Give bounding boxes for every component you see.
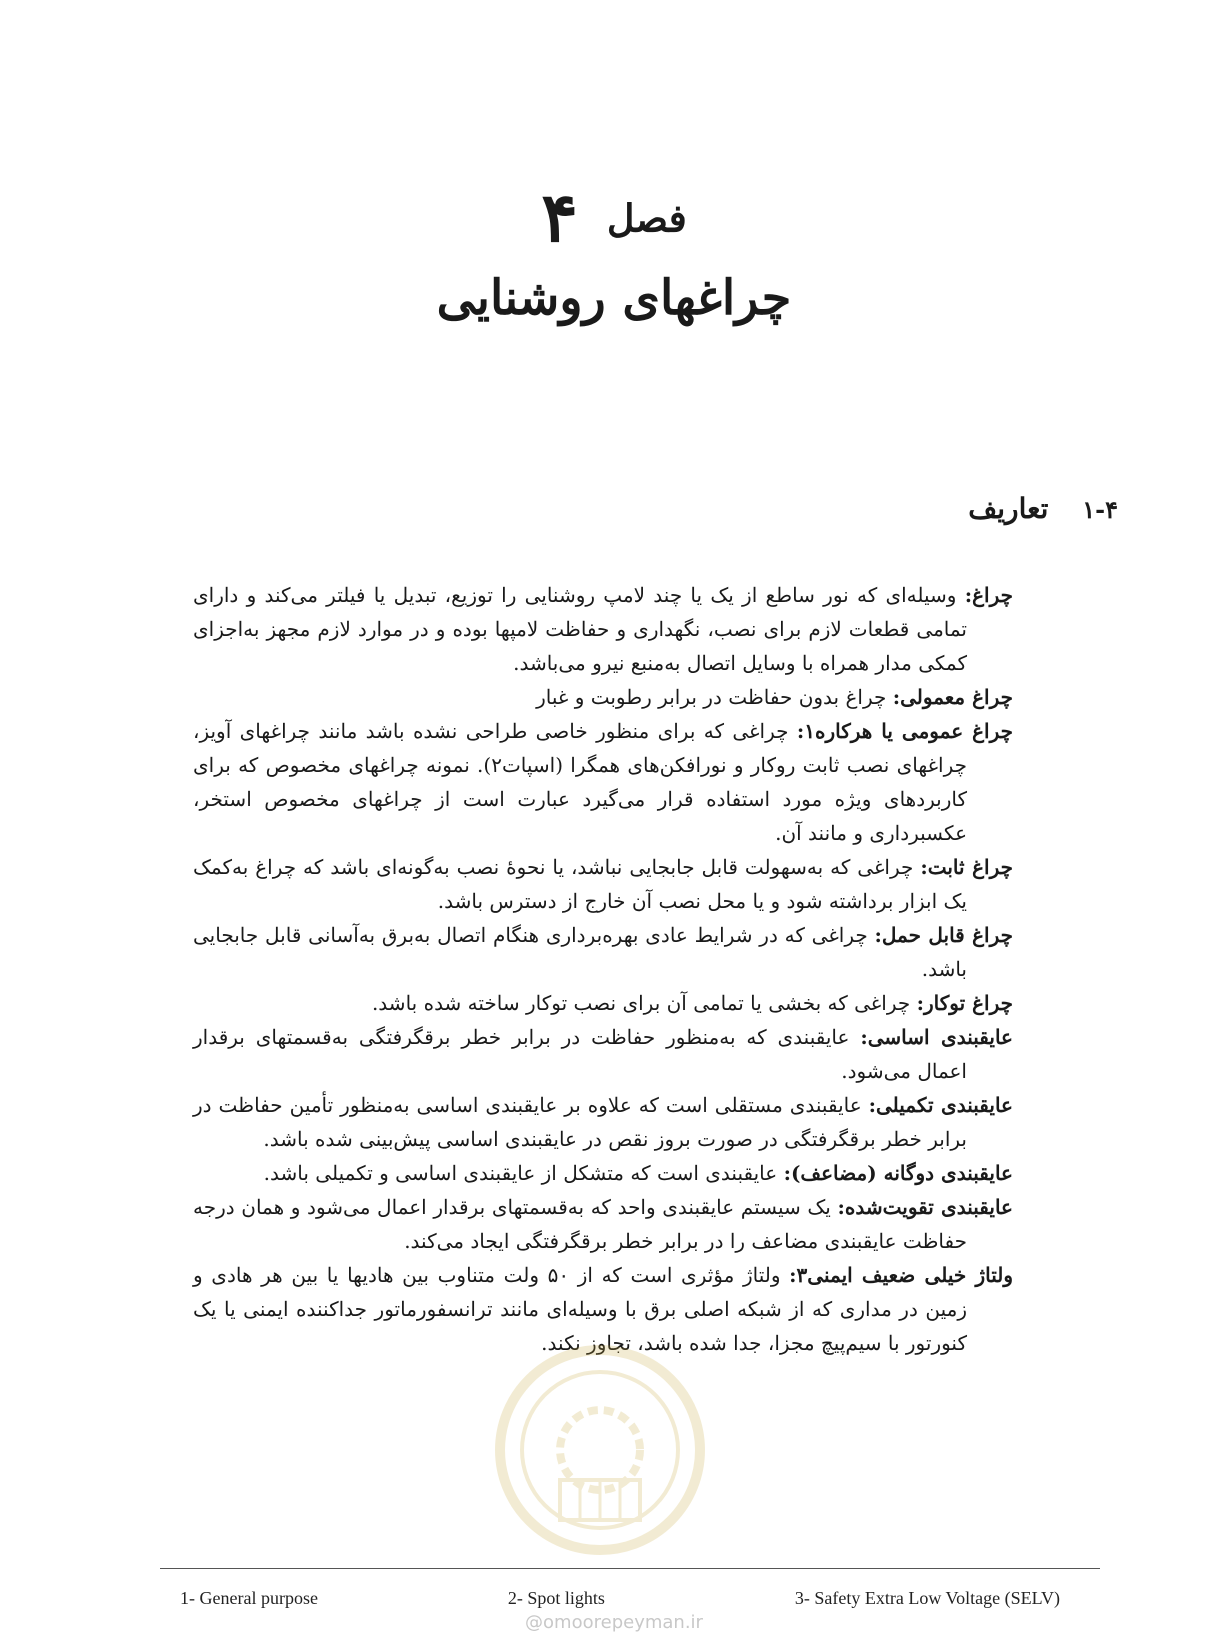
footnote-divider — [160, 1568, 1100, 1569]
chapter-number: ۴ — [541, 178, 578, 258]
section-number: ۱-۴ — [1082, 495, 1118, 524]
definition-item — [193, 1020, 1013, 1088]
definition-item — [193, 680, 1013, 714]
definition-term: چراغ معمولی: — [892, 685, 1013, 709]
definition-term: چراغ ثابت: — [920, 855, 1013, 879]
definition-text: چراغی که برای منظور خاصی طراحی نشده باشد مانند چراغهای آویز، چراغهای نصب ثابت روکار و نورافکن‌های همگرا (اسپات۲). نمونه چراغهای مخصوص که برای کاربردهای ویژه مورد استفاده قرار می‌گیرد عبارت است از چراغهای مخصوص استخر، عکسبرداری و مانند آن. — [193, 719, 967, 845]
definition-text: یک سیستم عایقبندی واحد که به‌قسمتهای برقدار اعمال می‌شود و همان درجه حفاظت عایقبندی مضاعف را در برابر خطر برقگرفتگی ایجاد می‌کند. — [193, 1195, 967, 1253]
definition-text: چراغی که در شرایط عادی بهره‌برداری هنگام اتصال به‌برق به‌آسانی قابل جابجایی باشد. — [193, 923, 967, 981]
definition-item — [193, 714, 1013, 850]
definition-term: ولتاژ خیلی ضعیف ایمنی۳: — [789, 1263, 1013, 1287]
definition-term: عایقبندی دوگانه (مضاعف): — [783, 1161, 1013, 1185]
footnote-item: 1- General purpose — [180, 1588, 318, 1608]
definition-term: عایقبندی اساسی: — [860, 1025, 1013, 1049]
section-heading — [818, 492, 1118, 525]
definition-item — [193, 850, 1013, 918]
definition-text: عایقبندی مستقلی است که علاوه بر عایقبندی اساسی به‌منظور تأمین حفاظت در برابر خطر برقگرفتگی در صورت بروز نقص در عایقبندی اساسی پیش‌بینی شده باشد. — [193, 1093, 967, 1151]
definition-item — [193, 1156, 1013, 1190]
chapter-heading — [0, 178, 1228, 258]
watermark-url: @omoorepeyman.ir — [525, 1612, 703, 1633]
definition-item — [193, 578, 1013, 680]
watermark-seal-icon — [490, 1340, 710, 1560]
definitions-body — [193, 578, 1013, 1360]
definition-term: چراغ عمومی یا هرکاره۱: — [796, 719, 1013, 743]
definition-text: چراغی که بخشی یا تمامی آن برای نصب توکار ساخته شده باشد. — [371, 991, 917, 1015]
definition-term: چراغ: — [964, 583, 1013, 607]
definition-term: چراغ قابل حمل: — [874, 923, 1014, 947]
definition-text: ولتاژ مؤثری است که از ۵۰ ولت متناوب بین هادیها یا بین هر هادی و زمین در مداری که از شبکه اصلی برق با وسیله‌ای مانند ترانسفورماتور جداکننده ایمنی یا یک کنورتور با سیم‌پیچ مجزا، جدا شده باشد، تجاوز نکند. — [193, 1263, 968, 1355]
chapter-title: چراغهای روشنایی — [436, 270, 792, 326]
definition-text: عایقبندی است که متشکل از عایقبندی اساسی و تکمیلی باشد. — [263, 1161, 784, 1185]
section-title: تعاریف — [968, 492, 1049, 525]
definition-term: عایقبندی تقویت‌شده: — [837, 1195, 1013, 1219]
chapter-label: فصل — [606, 195, 687, 241]
definition-term: چراغ توکار: — [916, 991, 1013, 1015]
definition-item — [193, 918, 1013, 986]
definition-text: وسیله‌ای که نور ساطع از یک یا چند لامپ روشنایی را توزیع، تبدیل یا فیلتر می‌کند و دارای تمامی قطعات لازم برای نصب، نگهداری و حفاظت لامپها بوده و در موارد لازم مجهز به‌اجزای کمکی مدار همراه با وسایل اتصال به‌منبع نیرو می‌باشد. — [193, 583, 967, 675]
definition-text: چراغی که به‌سهولت قابل جابجایی نباشد، یا نحوهٔ نصب به‌گونه‌ای باشد که چراغ به‌کمک یک ابزار برداشته شود و یا محل نصب آن خارج از دسترس باشد. — [193, 855, 967, 913]
definition-item — [193, 1190, 1013, 1258]
definition-text: عایقبندی که به‌منظور حفاظت در برابر خطر برقگرفتگی به‌قسمتهای برقدار اعمال می‌شود. — [193, 1025, 967, 1083]
footnote-item: 3- Safety Extra Low Voltage (SELV) — [794, 1588, 1060, 1608]
definition-text: چراغ بدون حفاظت در برابر رطوبت و غبار — [536, 685, 893, 709]
definition-item — [193, 986, 1013, 1020]
definition-term: عایقبندی تکمیلی: — [868, 1093, 1013, 1117]
footnotes — [180, 1588, 1060, 1609]
definition-item — [193, 1088, 1013, 1156]
definition-item — [193, 1258, 1013, 1360]
footnote-item: 2- Spot lights — [507, 1588, 605, 1608]
